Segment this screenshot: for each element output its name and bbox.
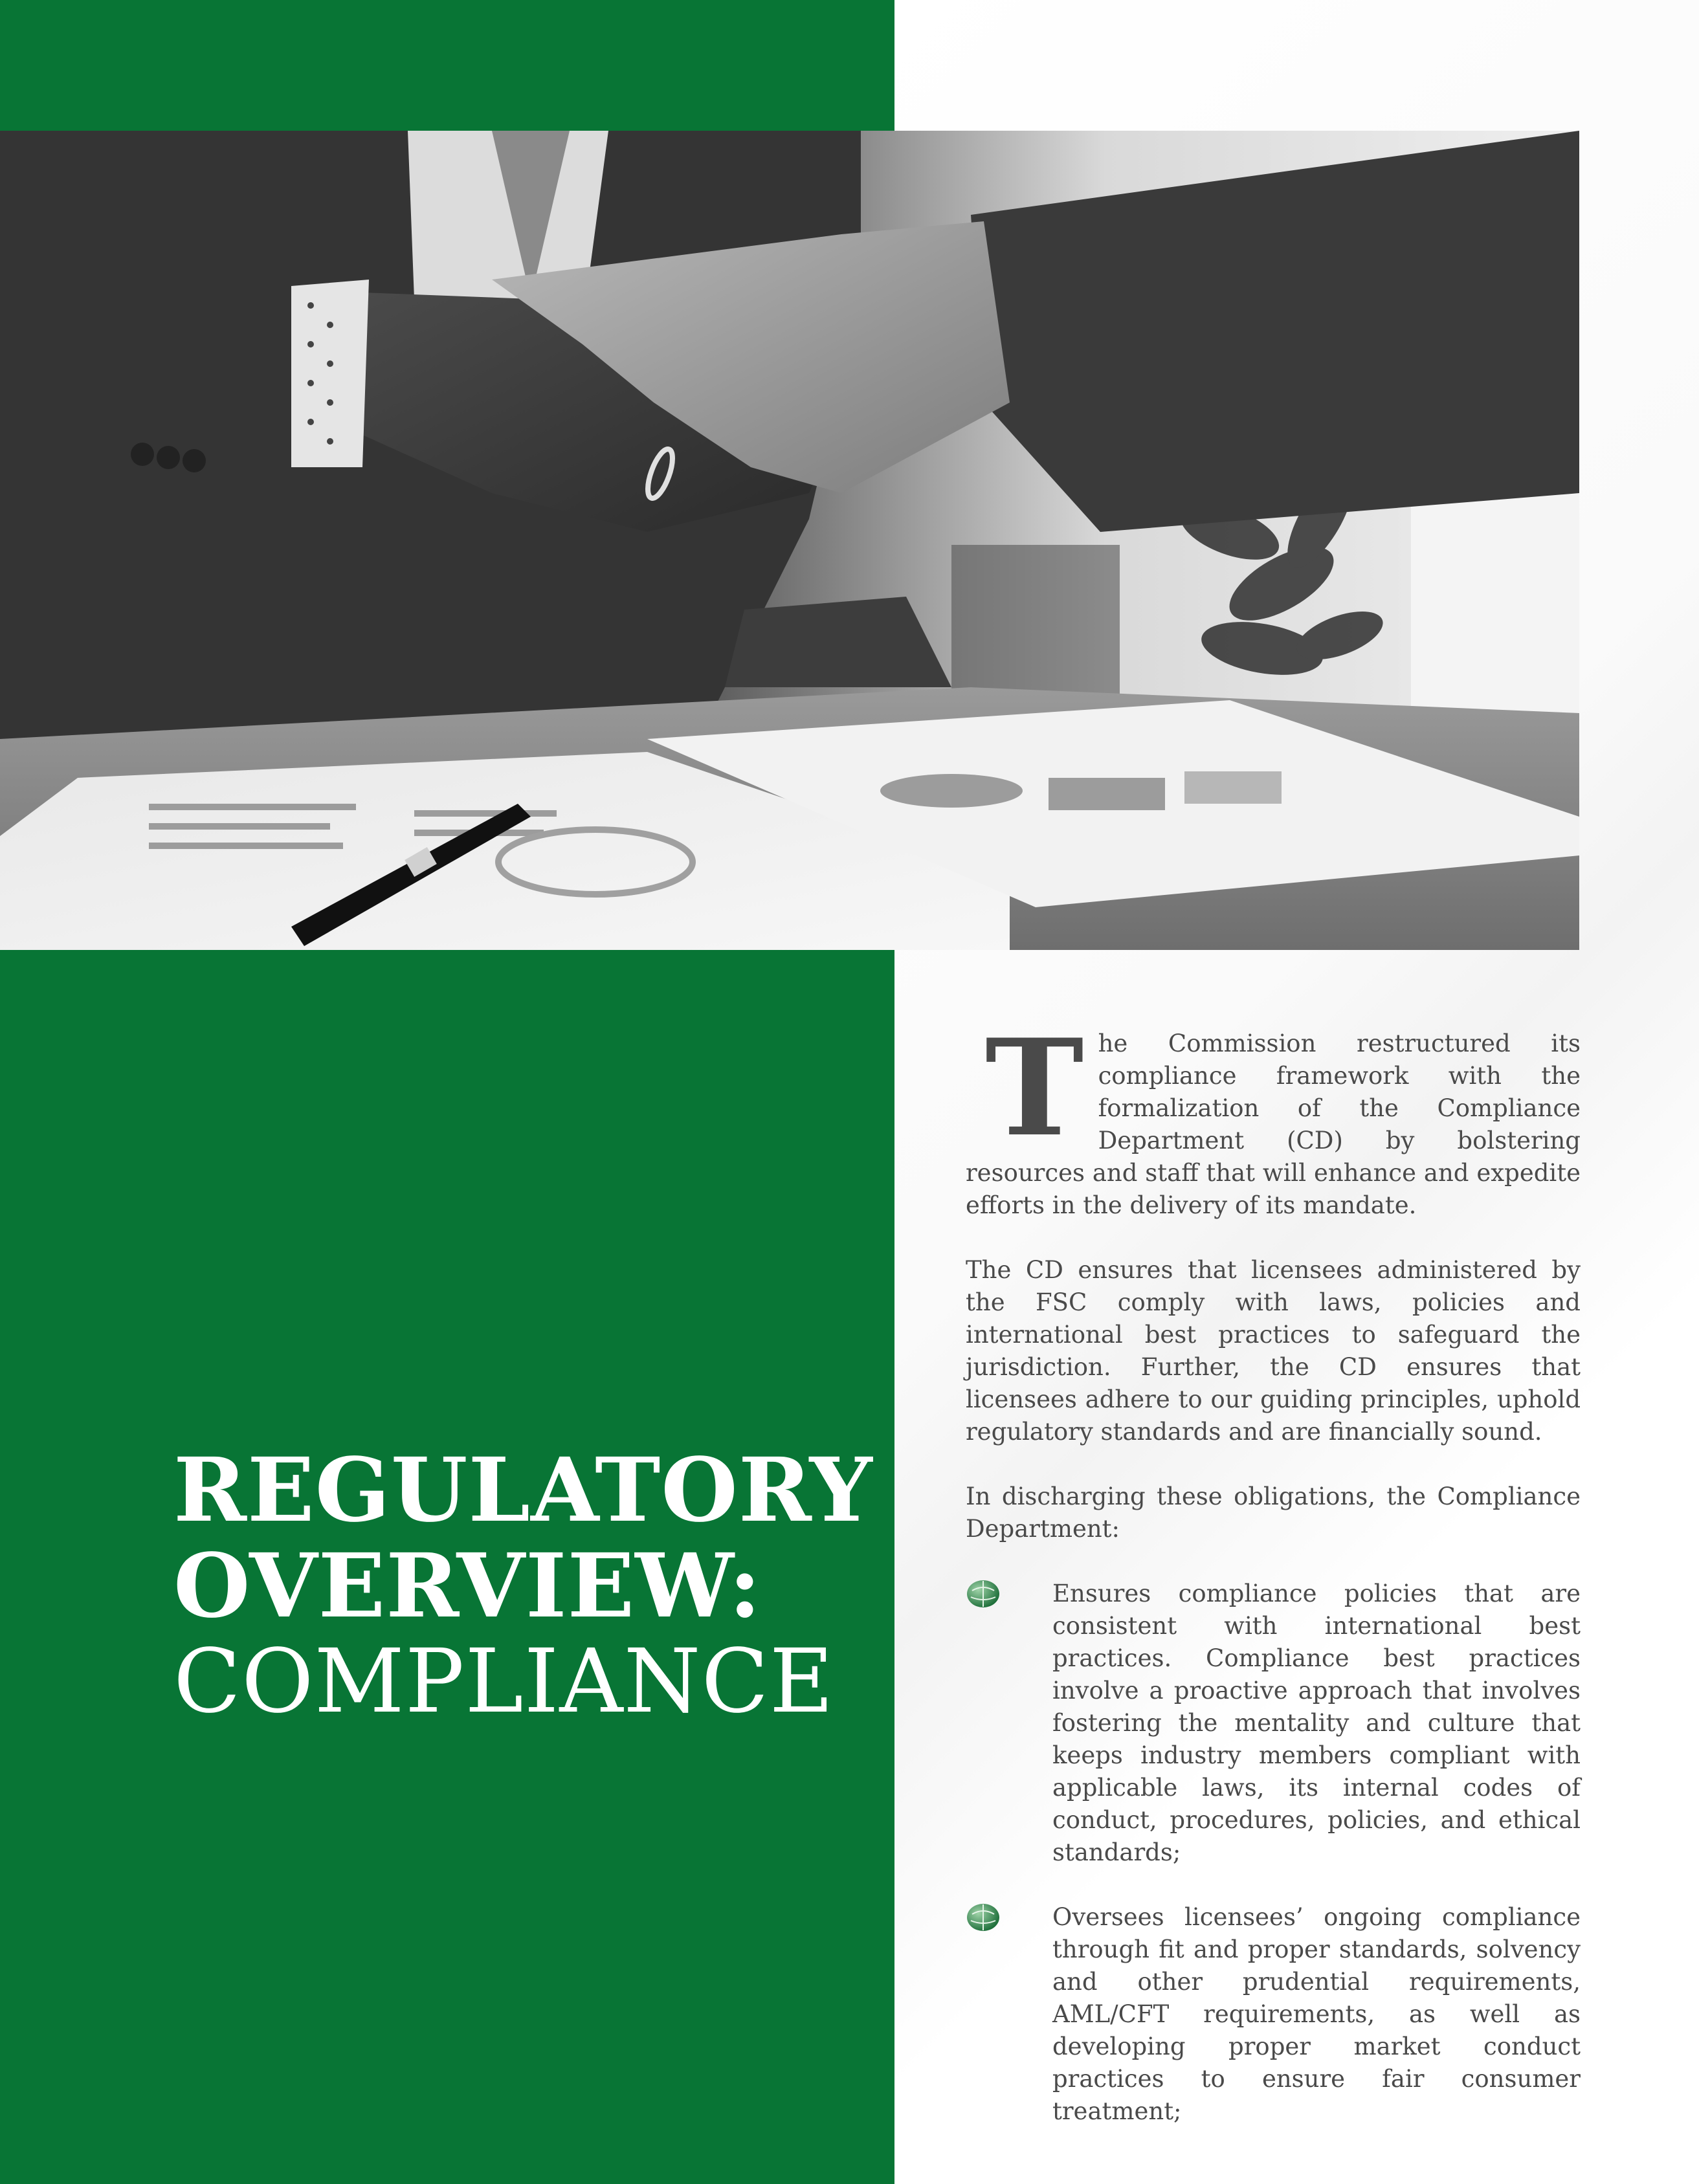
globe-bullet-icon bbox=[966, 1579, 1001, 1609]
paragraph-2: The CD ensures that licensees administered by the FSC comply with laws, policies and international best practices to safeguard the jurisdiction. Further, the CD ensures that licensees adhere to our guiding principles, uphold regulatory standards and are financially sound. bbox=[966, 1256, 1581, 1446]
paragraph-3: In discharging these obligations, the Compliance Department: bbox=[966, 1483, 1581, 1543]
body-text-column bbox=[966, 1011, 1581, 2160]
bullet-text-2: Oversees licensees’ ongoing compliance through fit and proper standards, solvency and other prudential requirements, AML/CFT requirements, as well as developing proper market conduct practices to ensure fair consumer treatment; bbox=[1052, 1903, 1581, 2125]
bullet-list bbox=[966, 1578, 1581, 2128]
title-line-1: REGULATORY bbox=[173, 1439, 873, 1542]
drop-cap: T bbox=[985, 1011, 1084, 1166]
intro-paragraph-text: he Commission restructured its compliance framework with the formalization of the Compliance Department (CD) by bolstering resources and staff that will enhance and expedite efforts in the delivery of its mandate. bbox=[966, 1030, 1581, 1219]
handshake-photo bbox=[0, 131, 1579, 950]
handshake-photo-illustration bbox=[0, 131, 1579, 950]
bullet-text-1: Ensures compliance policies that are consistent with international best practices. Compliance best practices involve a proactive approach that involves fostering the mentality and culture that keeps industry members compliant with applicable laws, its internal codes of conduct, procedures, policies, and ethical standards; bbox=[1052, 1580, 1581, 1866]
section-title bbox=[173, 1439, 885, 1733]
list-item bbox=[966, 1901, 1581, 2128]
globe-bullet-icon bbox=[966, 1903, 1001, 1932]
title-line-2: OVERVIEW: bbox=[173, 1534, 762, 1638]
intro-paragraph bbox=[966, 1011, 1581, 1222]
list-item bbox=[966, 1578, 1581, 1869]
title-line-3: COMPLIANCE bbox=[173, 1631, 834, 1733]
